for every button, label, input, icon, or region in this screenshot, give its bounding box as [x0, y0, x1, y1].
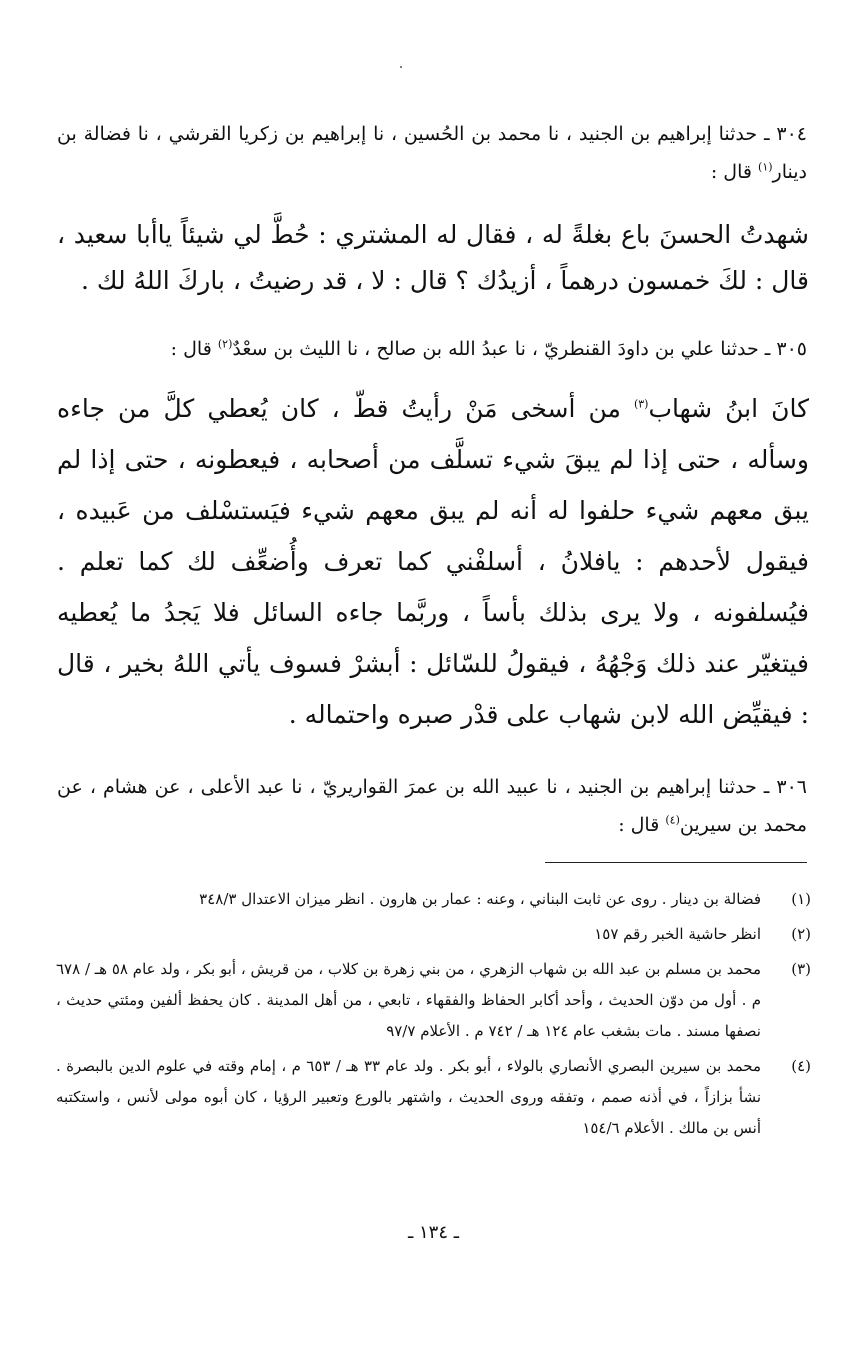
hadith-305-isnad-ending: قال :: [170, 338, 218, 360]
hadith-305-isnad-text: ٣٠٥ ـ حدثنا علي بن داودَ القنطريّ ، نا عبدُ الله بن صالح ، نا الليث بن سعْدٌ: [232, 338, 807, 360]
hadith-305-matn: [57, 383, 809, 740]
hadith-306-isnad-text: ٣٠٦ ـ حدثنا إبراهيم بن الجنيد ، نا عبيد الله بن عمرَ القواريريّ ، نا عبد الأعلى ، عن هشام ، عن محمد بن سيرين: [57, 776, 807, 836]
footnote-number: (٤): [791, 1057, 811, 1075]
scan-speck: [400, 66, 402, 68]
hadith-305-isnad: [57, 330, 807, 368]
footnote-text: محمد بن سيرين البصري الأنصاري بالولاء ، أبو بكر . ولد عام ٣٣ هـ / ٦٥٣ م ، إمام وقته في علوم الدين بالبصرة . نشأ بزازاً ، في أذنه صمم ، وتفقه وروى الحديث ، واشتهر بالورع وتعبير الرؤيا ، كان أبوه مولى لأنس ، واستكتبه أنس بن مالك . الأعلام ١٥٤/٦: [56, 1057, 761, 1137]
footnote-ref-1[interactable]: (١): [758, 160, 773, 174]
footnote-number: (٢): [791, 925, 811, 943]
footnote-number: (١): [791, 890, 811, 908]
footnote-text: فضالة بن دينار . روى عن ثابت البناني ، وعنه : عمار بن هارون . انظر ميزان الاعتدال ٣٤٨/٣: [199, 890, 761, 908]
hadith-306-isnad-ending: قال :: [618, 814, 666, 836]
hadith-304-isnad-ending: قال :: [710, 161, 759, 183]
footnote-1: [56, 884, 811, 915]
footnote-text: محمد بن مسلم بن عبد الله بن شهاب الزهري ، من بني زهرة بن كلاب ، من قريش ، أبو بكر ، ولد عام ٥٨ هـ / ٦٧٨ م . أول من دوّن الحديث ، وأحد أكابر الحفاظ والفقهاء ، تابعي ، من أهل المدينة . كان يحفظ ألفين ومئتي حديث ، نصفها مسند . مات بشغب عام ١٢٤ هـ / ٧٤٢ م . الأعلام ٩٧/٧: [56, 960, 761, 1040]
footnote-ref-2[interactable]: (٢): [217, 337, 233, 351]
hadith-304-matn: شهدتُ الحسنَ باع بغلةً له ، فقال له المشتري : حُطَّ لي شيئاً ياأبا سعيد ، قال : لكَ خمسون درهماً ، أزيدُك ؟ قال : لا ، قد رضيتُ ، باركَ اللهُ لك .: [57, 220, 809, 295]
footnote-text: انظر حاشية الخبر رقم ١٥٧: [594, 925, 761, 943]
footnote-4: [56, 1051, 811, 1144]
page-number: ـ ١٣٤ ـ: [407, 1222, 459, 1243]
hadith-305-matn-text: من أسخى مَنْ رأيتُ قطّ ، كان يُعطي كلَّ من جاءه وسأله ، حتى إذا لم يبقَ شيء تسلَّف من أصحابه ، فيعطونه ، حتى إذا لم يبق معهم شيء حلفوا له أنه لم يبق معهم شيء فيَستسْلف من عَبيده ، فيقول لأحدهم : يافلانُ ، أسلفْني كما تعرف وأُضعِّف لك كما تعلم . فيُسلفونه ، ولا يرى بذلك بأساً ، وربَّما جاءه السائل فلا يَجدُ ما يُعطيه فيتغيّر عند ذلك وَجْهُهُ ، فيقولُ للسّائل : أبشرْ فسوف يأتي اللهُ بخير ، قال : فيقيِّض الله لابن شهاب على قدْر صبره واحتماله .: [57, 394, 809, 729]
footnotes: [56, 884, 811, 1148]
hadith-304-isnad: [57, 115, 807, 191]
footnote-2: [56, 919, 811, 950]
footnote-ref-4[interactable]: (٤): [665, 813, 680, 827]
footnote-separator: [545, 862, 807, 863]
hadith-306-isnad: [57, 768, 807, 844]
hadith-305-matn-start: كانَ ابنُ شهاب: [648, 394, 809, 423]
footnote-number: (٣): [791, 960, 811, 978]
hadith-304-isnad-text: ٣٠٤ ـ حدثنا إبراهيم بن الجنيد ، نا محمد بن الحُسين ، نا إبراهيم بن زكريا القرشي ، نا فضالة بن دينار: [57, 123, 807, 183]
footnote-ref-3[interactable]: (٣): [633, 397, 649, 411]
footnote-3: [56, 954, 811, 1047]
